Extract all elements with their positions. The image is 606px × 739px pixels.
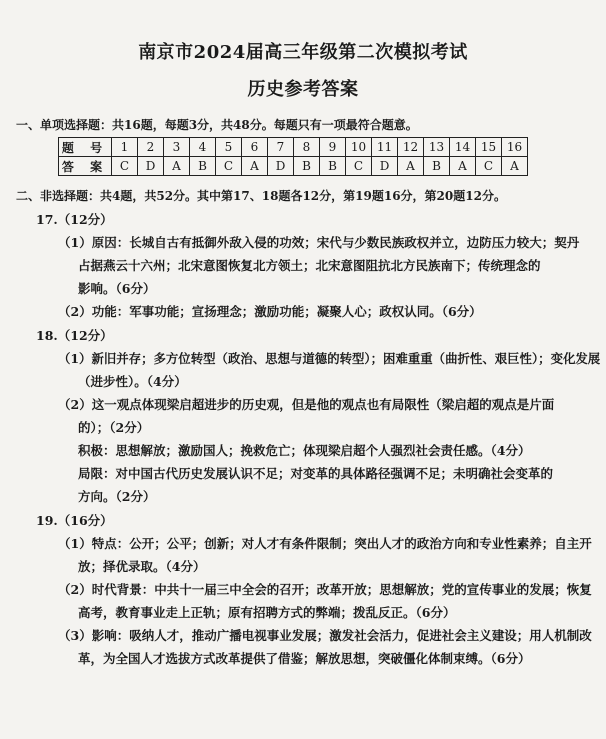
question-number: 10 <box>346 138 372 157</box>
answer-cell: A <box>242 157 268 176</box>
answer-cell: D <box>268 157 294 176</box>
answer-cell: A <box>502 157 528 176</box>
answer-cell: A <box>164 157 190 176</box>
answer-line: 方向。（2分） <box>78 489 156 504</box>
answer-cell: B <box>294 157 320 176</box>
answer-row <box>59 157 528 176</box>
page-title: 南京市2024届高三年级第二次模拟考试 <box>138 42 468 63</box>
answer-line: （2）这一观点体现梁启超进步的历史观，但是他的观点也有局限性（梁启超的观点是片面 <box>58 397 555 412</box>
answer-line: 积极：思想解放；激励国人；挽救危亡；体现梁启超个人强烈社会责任感。（4分） <box>78 443 531 458</box>
answer-cell: C <box>216 157 242 176</box>
question-number: 15 <box>476 138 502 157</box>
answer-line: （2）功能：军事功能；宣扬理念；激励功能；凝聚人心；政权认同。（6分） <box>58 304 482 319</box>
answer-line: （3）影响：吸纳人才，推动广播电视事业发展；激发社会活力，促进社会主义建设；用人机制改 <box>58 628 592 643</box>
question-number-row <box>59 138 528 157</box>
question-number: 7 <box>268 138 294 157</box>
answer-line: （1）原因：长城自古有抵御外敌入侵的功效；宋代与少数民族政权并立，边防压力较大；契丹 <box>58 235 580 250</box>
answer-cell: D <box>138 157 164 176</box>
answer-line: （2）时代背景：中共十一届三中全会的召开；改革开放；思想解放；党的宣传事业的发展；恢复 <box>58 582 592 597</box>
page-subtitle: 历史参考答案 <box>247 79 359 100</box>
answer-line: 革，为全国人才选拔方式改革提供了借鉴；解放思想，突破僵化体制束缚。（6分） <box>78 651 531 666</box>
section1-heading: 一、单项选择题：共16题，每题3分，共48分。每题只有一项最符合题意。 <box>16 118 418 132</box>
answer-line: 高考，教育事业走上正轨；原有招聘方式的弊端；拨乱反正。（6分） <box>78 605 456 620</box>
question-number: 14 <box>450 138 476 157</box>
question-17-heading: 17.（12分） <box>36 212 113 227</box>
question-number: 8 <box>294 138 320 157</box>
section2-heading: 二、非选择题：共4题，共52分。其中第17、18题各12分，第19题16分，第20题12分。 <box>16 189 506 203</box>
question-number: 1 <box>112 138 138 157</box>
answer-line: （进步性）。（4分） <box>78 374 187 389</box>
question-number: 3 <box>164 138 190 157</box>
answer-cell: C <box>112 157 138 176</box>
question-number: 13 <box>424 138 450 157</box>
answer-line: 的）；（2分） <box>78 420 150 435</box>
answer-cell: C <box>346 157 372 176</box>
answer-line: 影响。（6分） <box>78 281 156 296</box>
question-number: 12 <box>398 138 424 157</box>
question-number: 2 <box>138 138 164 157</box>
question-number: 4 <box>190 138 216 157</box>
answer-table <box>58 137 528 176</box>
answer-cell: B <box>424 157 450 176</box>
answer-line: 放；择优录取。（4分） <box>78 559 206 574</box>
answer-line: 局限：对中国古代历史发展认识不足；对变革的具体路径强调不足；未明确社会变革的 <box>78 466 554 481</box>
question-number: 9 <box>320 138 346 157</box>
question-number: 11 <box>372 138 398 157</box>
answer-line: （1）特点：公开；公平；创新；对人才有条件限制；突出人才的政治方向和专业性素养；自主开 <box>58 536 592 551</box>
question-label: 题 号 <box>59 138 112 157</box>
answer-line: （1）新旧并存；多方位转型（政治、思想与道德的转型）；困难重重（曲折性、艰巨性）；变化发展 <box>58 351 601 366</box>
question-number: 16 <box>502 138 528 157</box>
answer-cell: A <box>398 157 424 176</box>
answer-cell: A <box>450 157 476 176</box>
answer-cell: C <box>476 157 502 176</box>
answer-cell: B <box>190 157 216 176</box>
question-number: 6 <box>242 138 268 157</box>
question-19-heading: 19.（16分） <box>36 513 113 528</box>
answer-cell: D <box>372 157 398 176</box>
question-18-heading: 18.（12分） <box>36 328 113 343</box>
answer-line: 占据燕云十六州；北宋意图恢复北方领土；北宋意图阻抗北方民族南下；传统理念的 <box>78 258 541 273</box>
answer-label: 答 案 <box>59 157 112 176</box>
answer-cell: B <box>320 157 346 176</box>
question-number: 5 <box>216 138 242 157</box>
